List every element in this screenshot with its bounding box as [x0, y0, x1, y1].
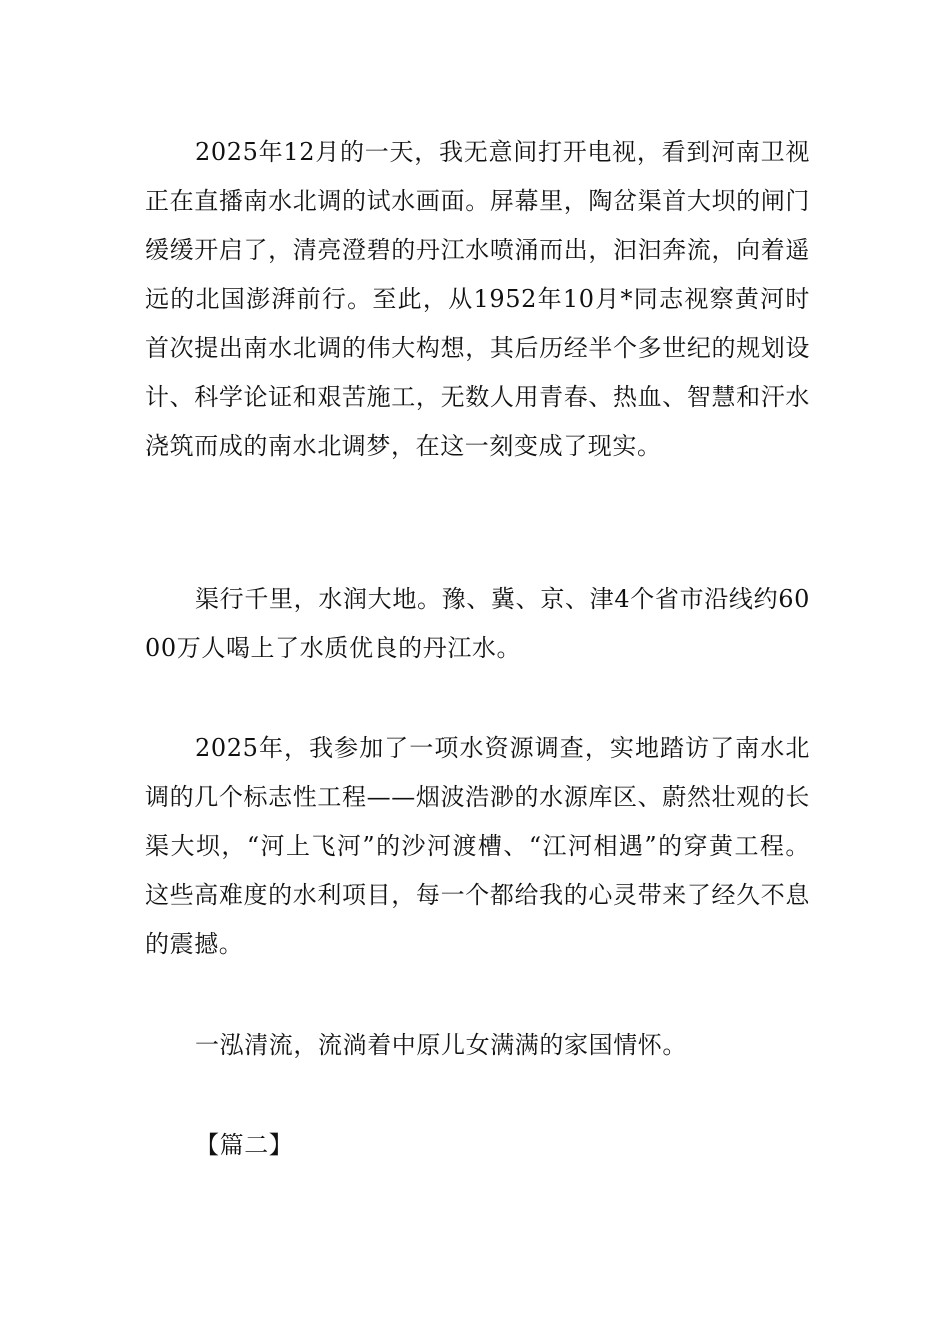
- section-heading: 【篇二】: [195, 1131, 294, 1159]
- body-paragraph-1: 2025年12月的一天，我无意间打开电视，看到河南卫视正在直播南水北调的试水画面。屏幕里，陶岔渠首大坝的闸门缓缓开启了，清亮澄碧的丹江水喷涌而出，汩汩奔流，向着遥远的北国澎湃前行。至此，从1952年10月*同志视察黄河时首次提出南水北调的伟大构想，其后历经半个多世纪的规划设计、科学论证和艰苦施工，无数人用青春、热血、智慧和汗水浇筑而成的南水北调梦，在这一刻变成了现实。: [145, 138, 810, 460]
- body-paragraph-2: 渠行千里，水润大地。豫、冀、京、津4个省市沿线约6000万人喝上了水质优良的丹江水。: [145, 585, 810, 662]
- body-paragraph-3: 2025年，我参加了一项水资源调查，实地踏访了南水北调的几个标志性工程——烟波浩渺的水源库区、蔚然壮观的长渠大坝，“河上飞河”的沙河渡槽、“江河相遇”的穿黄工程。这些高难度的水利项目，每一个都给我的心灵带来了经久不息的震撼。: [145, 734, 810, 958]
- body-paragraph-4: 一泓清流，流淌着中原儿女满满的家国情怀。: [195, 1031, 687, 1059]
